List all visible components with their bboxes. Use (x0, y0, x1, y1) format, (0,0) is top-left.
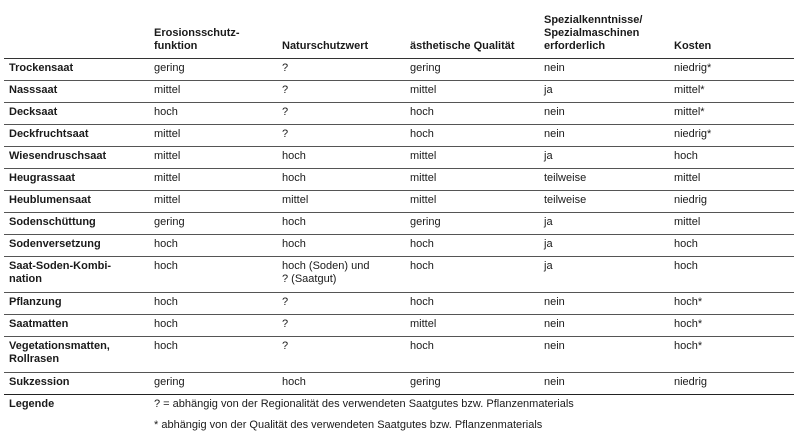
table-row (4, 147, 794, 169)
table-row (4, 81, 794, 103)
aesthetic-cell: hoch (405, 235, 539, 257)
method-name-cell: Saat-Soden-Kombi- nation (4, 257, 149, 293)
comparison-table (4, 6, 794, 437)
table-row (4, 315, 794, 337)
erosion-cell: hoch (149, 235, 277, 257)
costs-cell: hoch (669, 147, 794, 169)
conservation-cell: ? (277, 125, 405, 147)
conservation-cell: hoch (Soden) und ? (Saatgut) (277, 257, 405, 293)
special-cell: ja (539, 81, 669, 103)
method-name-cell: Saatmatten (4, 315, 149, 337)
erosion-cell: hoch (149, 103, 277, 125)
header-row (4, 6, 794, 59)
table-row (4, 169, 794, 191)
table-legend (4, 395, 794, 437)
legend-row (4, 416, 794, 437)
special-cell: nein (539, 103, 669, 125)
table-row (4, 103, 794, 125)
table-body (4, 59, 794, 395)
header-cell-aesthetic: ästhetische Qualität (405, 6, 539, 59)
erosion-cell: mittel (149, 147, 277, 169)
conservation-cell: ? (277, 103, 405, 125)
erosion-cell: mittel (149, 169, 277, 191)
header-cell-method (4, 6, 149, 59)
erosion-cell: gering (149, 59, 277, 81)
special-cell: ja (539, 147, 669, 169)
special-cell: nein (539, 315, 669, 337)
header-cell-erosion: Erosionsschutz- funktion (149, 6, 277, 59)
method-name-cell: Nasssaat (4, 81, 149, 103)
erosion-cell: gering (149, 373, 277, 395)
conservation-cell: ? (277, 59, 405, 81)
special-cell: nein (539, 337, 669, 373)
special-cell: nein (539, 125, 669, 147)
costs-cell: mittel* (669, 103, 794, 125)
method-name-cell: Sukzession (4, 373, 149, 395)
method-name-cell: Wiesendruschsaat (4, 147, 149, 169)
aesthetic-cell: hoch (405, 103, 539, 125)
legend-line-asterisk: * abhängig von der Qualität des verwendeten Saatgutes bzw. Pflanzenmaterials (149, 416, 794, 437)
special-cell: ja (539, 213, 669, 235)
method-name-cell: Vegetationsmatten, Rollrasen (4, 337, 149, 373)
conservation-cell: hoch (277, 169, 405, 191)
table-row (4, 257, 794, 293)
legend-label: Legende (4, 395, 149, 417)
method-name-cell: Decksaat (4, 103, 149, 125)
table-row (4, 59, 794, 81)
table-row (4, 191, 794, 213)
aesthetic-cell: gering (405, 59, 539, 81)
conservation-cell: ? (277, 81, 405, 103)
table-row (4, 293, 794, 315)
conservation-cell: ? (277, 293, 405, 315)
special-cell: teilweise (539, 191, 669, 213)
table-row (4, 235, 794, 257)
special-cell: ja (539, 235, 669, 257)
conservation-cell: hoch (277, 147, 405, 169)
costs-cell: hoch (669, 235, 794, 257)
legend-row (4, 395, 794, 417)
legend-line-question: ? = abhängig von der Regionalität des verwendeten Saatgutes bzw. Pflanzenmaterials (149, 395, 794, 417)
table-header (4, 6, 794, 59)
header-cell-special: Spezialkenntnisse/ Spezialmaschinen erforderlich (539, 6, 669, 59)
erosion-cell: hoch (149, 315, 277, 337)
conservation-cell: hoch (277, 235, 405, 257)
special-cell: teilweise (539, 169, 669, 191)
erosion-cell: hoch (149, 293, 277, 315)
method-name-cell: Sodenschüttung (4, 213, 149, 235)
method-name-cell: Pflanzung (4, 293, 149, 315)
costs-cell: niedrig (669, 191, 794, 213)
table-row (4, 125, 794, 147)
costs-cell: mittel* (669, 81, 794, 103)
conservation-cell: ? (277, 337, 405, 373)
method-name-cell: Heublumensaat (4, 191, 149, 213)
header-cell-costs: Kosten (669, 6, 794, 59)
costs-cell: mittel (669, 213, 794, 235)
special-cell: ja (539, 257, 669, 293)
conservation-cell: ? (277, 315, 405, 337)
method-name-cell: Heugrassaat (4, 169, 149, 191)
costs-cell: hoch* (669, 337, 794, 373)
costs-cell: hoch* (669, 315, 794, 337)
aesthetic-cell: mittel (405, 315, 539, 337)
aesthetic-cell: mittel (405, 191, 539, 213)
aesthetic-cell: hoch (405, 293, 539, 315)
conservation-cell: mittel (277, 191, 405, 213)
erosion-cell: mittel (149, 125, 277, 147)
header-cell-conservation: Naturschutzwert (277, 6, 405, 59)
costs-cell: hoch* (669, 293, 794, 315)
erosion-cell: mittel (149, 81, 277, 103)
conservation-cell: hoch (277, 213, 405, 235)
aesthetic-cell: gering (405, 373, 539, 395)
special-cell: nein (539, 293, 669, 315)
special-cell: nein (539, 59, 669, 81)
costs-cell: niedrig (669, 373, 794, 395)
method-name-cell: Trockensaat (4, 59, 149, 81)
special-cell: nein (539, 373, 669, 395)
costs-cell: niedrig* (669, 125, 794, 147)
aesthetic-cell: hoch (405, 337, 539, 373)
table-row (4, 213, 794, 235)
comparison-table-container (4, 6, 794, 437)
aesthetic-cell: hoch (405, 125, 539, 147)
erosion-cell: gering (149, 213, 277, 235)
aesthetic-cell: mittel (405, 147, 539, 169)
aesthetic-cell: mittel (405, 81, 539, 103)
costs-cell: mittel (669, 169, 794, 191)
legend-spacer (4, 416, 149, 437)
aesthetic-cell: mittel (405, 169, 539, 191)
aesthetic-cell: gering (405, 213, 539, 235)
method-name-cell: Deckfruchtsaat (4, 125, 149, 147)
costs-cell: niedrig* (669, 59, 794, 81)
method-name-cell: Sodenversetzung (4, 235, 149, 257)
conservation-cell: hoch (277, 373, 405, 395)
erosion-cell: hoch (149, 257, 277, 293)
erosion-cell: mittel (149, 191, 277, 213)
table-row (4, 373, 794, 395)
erosion-cell: hoch (149, 337, 277, 373)
costs-cell: hoch (669, 257, 794, 293)
table-row (4, 337, 794, 373)
aesthetic-cell: hoch (405, 257, 539, 293)
